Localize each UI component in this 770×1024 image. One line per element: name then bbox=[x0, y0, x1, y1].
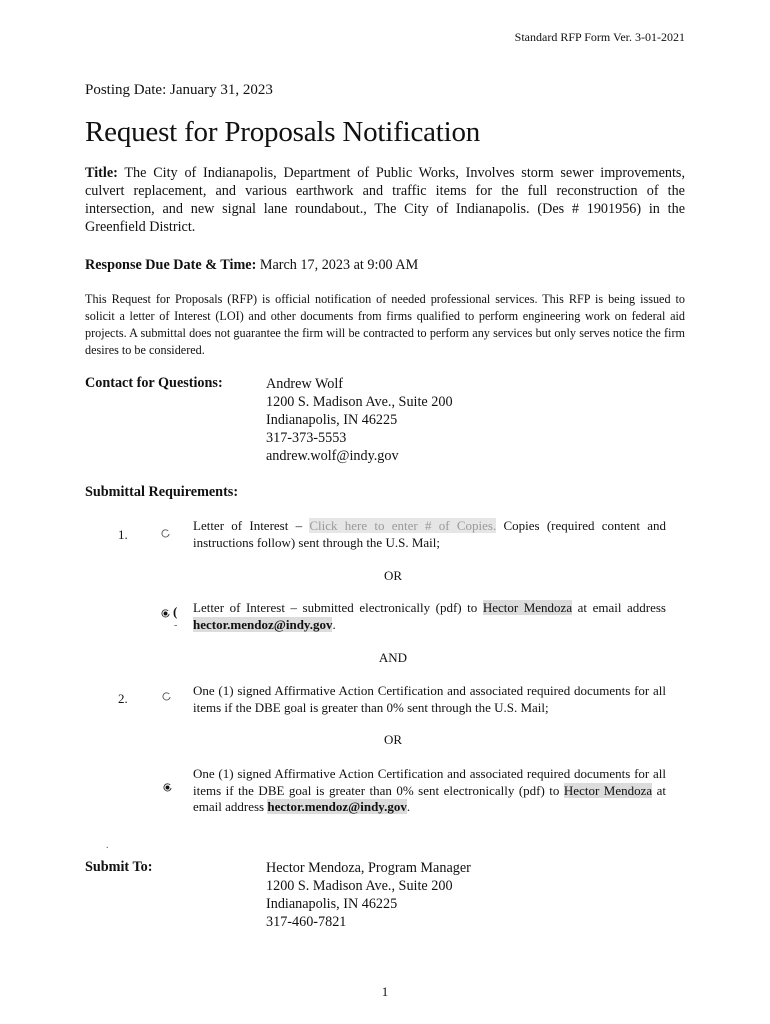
title-label: Title: bbox=[85, 165, 118, 181]
contact-address2: Indianapolis, IN 46225 bbox=[266, 412, 398, 428]
item1-mail-text bbox=[193, 518, 666, 551]
title-text: The City of Indianapolis, Department of Public Works, Involves storm sewer improvements, culvert replacement, and various earthwork and traffic items for the full reconstruction of the intersection, and new signal lane roundabout., The City of Indianapolis. (Des # 1901956) in the Greenfield District. bbox=[85, 165, 685, 235]
title-paragraph bbox=[85, 164, 685, 236]
item1-mail-prefix: Letter of Interest – bbox=[193, 518, 310, 533]
contact-block bbox=[266, 375, 453, 465]
item1-elec-end: . bbox=[332, 616, 336, 632]
contact-label: Contact for Questions: bbox=[85, 375, 223, 391]
or-separator-2: OR bbox=[383, 732, 403, 747]
item1-elec-prefix: Letter of Interest – submitted electronically (pdf) to bbox=[193, 600, 483, 615]
contact-phone: 317-373-5553 bbox=[266, 430, 347, 446]
stray-mark: . bbox=[106, 840, 109, 851]
response-due-value: March 17, 2023 at 9:00 AM bbox=[259, 257, 419, 273]
item1-elec-email[interactable]: hector.mendoz@indy.gov bbox=[193, 616, 333, 632]
item1-electronic-radio-checked[interactable] bbox=[161, 609, 170, 618]
contact-name: Andrew Wolf bbox=[266, 376, 344, 392]
item2-elec-email[interactable]: hector.mendoz@indy.gov bbox=[267, 799, 407, 814]
item2-number: 2. bbox=[118, 691, 128, 706]
submit-to-phone: 317-460-7821 bbox=[266, 914, 347, 930]
and-separator: AND bbox=[378, 650, 408, 665]
page-title: Request for Proposals Notification bbox=[85, 116, 481, 148]
contact-email[interactable]: andrew.wolf@indy.gov bbox=[266, 448, 399, 464]
item2-elec-prefix: One (1) signed Affirmative Action Certification and associated required documents for all items if the DBE goal is greater than 0% sent electronically (pdf) to bbox=[193, 766, 666, 798]
posting-date: Posting Date: January 31, 2023 bbox=[85, 82, 273, 98]
copies-input[interactable]: Click here to enter # of Copies. bbox=[309, 518, 497, 533]
item2-elec-middle: at email address bbox=[193, 782, 667, 814]
item1-mail-suffix: Copies (required content and instructions follow) sent through the U.S. Mail; bbox=[193, 518, 666, 550]
submit-to-address1: 1200 S. Madison Ave., Suite 200 bbox=[266, 878, 453, 894]
item2-mail-radio-unchecked[interactable] bbox=[162, 692, 171, 701]
item2-elec-name: Hector Mendoza bbox=[563, 782, 653, 798]
submittal-label: Submittal Requirements: bbox=[85, 484, 239, 500]
response-due bbox=[85, 257, 418, 274]
page-number: 1 bbox=[381, 984, 389, 999]
item1-mail-radio-unchecked[interactable] bbox=[161, 529, 170, 538]
submit-to-name: Hector Mendoza, Program Manager bbox=[266, 860, 471, 876]
or-separator-1: OR bbox=[383, 568, 403, 583]
form-version: Standard RFP Form Ver. 3-01-2021 bbox=[514, 30, 685, 44]
rfp-paragraph: This Request for Proposals (RFP) is official notification of needed professional services. This RFP is being issued to solicit a letter of Interest (LOI) and other documents from firms qualified to perform engineering work on federal aid projects. A submittal does not guarantee the firm will be contracted to perform any services but only serves notice the firm desires to be considered. bbox=[85, 292, 685, 357]
submit-to-label: Submit To: bbox=[85, 859, 153, 875]
item1-elec-middle: at email address bbox=[572, 600, 666, 615]
item2-electronic-radio-checked[interactable] bbox=[163, 783, 172, 792]
radio-artifact-tick-icon: - bbox=[174, 620, 178, 631]
radio-artifact-icon: ( bbox=[173, 604, 178, 619]
response-due-label: Response Due Date & Time: bbox=[85, 257, 257, 273]
contact-address1: 1200 S. Madison Ave., Suite 200 bbox=[266, 394, 453, 410]
item2-elec-end: . bbox=[406, 799, 411, 814]
item2-mail-text: One (1) signed Affirmative Action Certification and associated required documents for all items if the DBE goal is greater than 0% sent through the U.S. Mail; bbox=[193, 683, 666, 715]
submit-to-address2: Indianapolis, IN 46225 bbox=[266, 896, 398, 912]
item2-electronic-text bbox=[193, 766, 666, 816]
item1-elec-name: Hector Mendoza bbox=[482, 600, 573, 615]
item1-number: 1. bbox=[118, 527, 128, 542]
item1-electronic-text bbox=[193, 600, 666, 633]
submit-to-block bbox=[266, 859, 471, 931]
